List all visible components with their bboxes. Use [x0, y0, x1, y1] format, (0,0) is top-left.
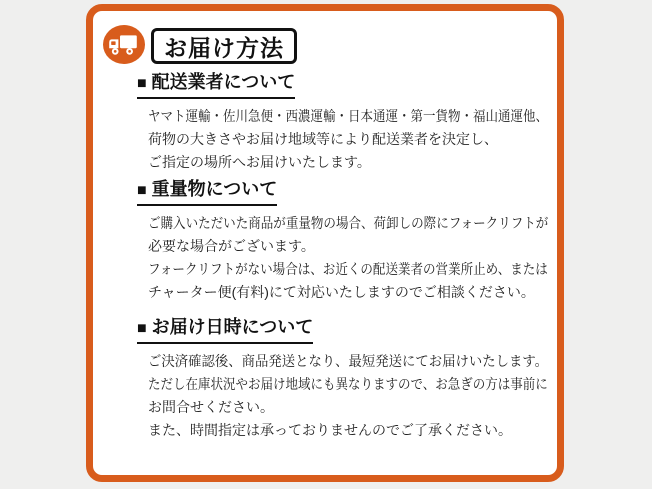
body-line: ただし在庫状況やお届け地域にも異なりますので、お急ぎの方は事前に	[148, 376, 548, 392]
section-body	[148, 105, 547, 174]
body-line: フォークリフトがない場合は、お近くの配送業者の営業所止め、または	[148, 261, 548, 277]
body-line: また、時間指定は承っておりませんのでご了承ください。	[148, 422, 512, 438]
section-heading-text: 配送業者について	[151, 72, 296, 92]
panel-title: お届け方法	[164, 34, 284, 61]
section-heading	[137, 72, 295, 99]
square-bullet-icon: ■	[137, 320, 147, 337]
section-heading	[137, 317, 313, 344]
section-body	[148, 350, 547, 442]
square-bullet-icon: ■	[137, 182, 147, 199]
delivery-info-panel	[86, 4, 564, 482]
body-line: ご指定の場所へお届けいたします。	[148, 154, 371, 170]
section-carriers	[137, 72, 547, 174]
truck-icon	[103, 25, 145, 64]
body-line: ご購入いただいた商品が重量物の場合、荷卸しの際にフォークリフトが	[148, 215, 549, 231]
section-heading-text: お届け日時について	[151, 317, 314, 337]
section-heading	[137, 179, 277, 206]
section-heavy-items	[137, 179, 547, 304]
section-heading-text: 重量物について	[151, 179, 278, 199]
body-line: チャーター便(有料)にて対応いたしますのでご相談ください。	[148, 284, 535, 300]
panel-title-box	[151, 28, 297, 64]
square-bullet-icon: ■	[137, 75, 147, 92]
body-line: ヤマト運輸・佐川急便・西濃運輸・日本通運・第一貨物・福山通運他、	[148, 108, 549, 124]
body-line: 必要な場合がございます。	[148, 238, 315, 254]
body-line: 荷物の大きさやお届け地域等により配送業者を決定し、	[148, 131, 498, 147]
body-line: ご決済確認後、商品発送となり、最短発送にてお届けいたします。	[148, 353, 549, 369]
body-line: お問合せください。	[148, 399, 274, 415]
section-body	[148, 212, 547, 304]
section-delivery-datetime	[137, 317, 547, 442]
